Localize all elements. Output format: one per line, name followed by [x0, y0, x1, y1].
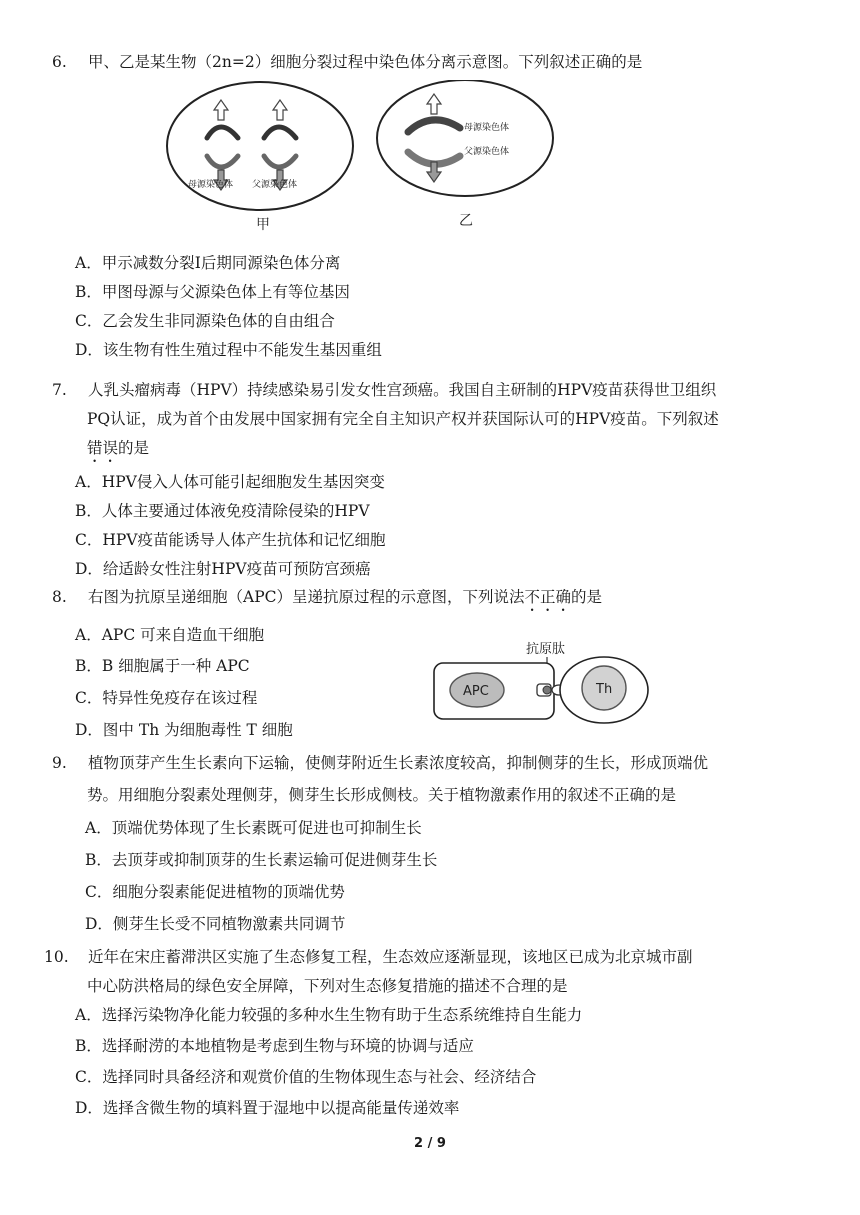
label-paternal-yi: 父源染色体 — [464, 147, 510, 157]
q6-option-c[interactable]: C．乙会发生非同源染色体的自由组合 — [75, 312, 335, 330]
label-yi: 乙 — [459, 213, 473, 229]
label-jia: 甲 — [256, 217, 270, 233]
q6-figure — [160, 80, 560, 235]
cell-yi — [377, 80, 553, 196]
q9-option-d[interactable]: D．侧芽生长受不同植物激素共同调节 — [85, 915, 346, 933]
q7-option-a[interactable]: A．HPV侵入人体可能引起细胞发生基因突变 — [75, 473, 385, 491]
page-number: 2 / 9 — [414, 1136, 446, 1151]
label-paternal-jia: 父源染色体 — [252, 180, 298, 190]
q7-option-c[interactable]: C．HPV疫苗能诱导人体产生抗体和记忆细胞 — [75, 531, 386, 549]
q7-option-d[interactable]: D．给适龄女性注射HPV疫苗可预防宫颈癌 — [75, 560, 371, 578]
apc-label: APC — [463, 684, 489, 699]
q8-option-b[interactable]: B．B 细胞属于一种 APC — [75, 657, 250, 675]
q6-option-a[interactable]: A．甲示减数分裂Ⅰ后期同源染色体分离 — [75, 254, 341, 272]
q9-option-a[interactable]: A．顶端优势体现了生长素既可促进也可抑制生长 — [85, 819, 422, 837]
q9-stem-line-1: 9. 植物顶芽产生生长素向下运输，使侧芽附近生长素浓度较高，抑制侧芽的生长，形成顶端优 — [52, 754, 709, 772]
q10-option-a[interactable]: A．选择污染物净化能力较强的多种水生生物有助于生态系统维持自生能力 — [75, 1006, 583, 1024]
th-label: Th — [596, 682, 613, 697]
q8-emphasis: 不正确 — [524, 588, 572, 606]
q10-option-c[interactable]: C．选择同时具备经济和观赏价值的生物体现生态与社会、经济结合 — [75, 1068, 537, 1086]
q7-number: 7. — [52, 381, 67, 399]
q10-option-b[interactable]: B．选择耐涝的本地植物是考虑到生物与环境的协调与适应 — [75, 1037, 474, 1055]
q8-option-d[interactable]: D．图中 Th 为细胞毒性 T 细胞 — [75, 721, 293, 739]
q6-option-d[interactable]: D．该生物有性生殖过程中不能发生基因重组 — [75, 341, 382, 359]
q9-stem-line-2: 势。用细胞分裂素处理侧芽，侧芽生长形成侧枝。关于植物激素作用的叙述不正确的是 — [87, 786, 677, 804]
antigen-peptide — [543, 686, 551, 694]
q6-number: 6. — [52, 53, 67, 71]
q10-number: 10. — [44, 948, 69, 966]
q10-option-d[interactable]: D．选择含微生物的填料置于湿地中以提高能量传递效率 — [75, 1099, 460, 1117]
antigen-peptide-label: 抗原肽 — [526, 642, 566, 657]
cell-jia — [167, 82, 353, 210]
q7-option-b[interactable]: B．人体主要通过体液免疫清除侵染的HPV — [75, 502, 370, 520]
q8-number: 8. — [52, 588, 67, 606]
q10-stem-line-2: 中心防洪格局的绿色安全屏障，下列对生态修复措施的描述不合理的是 — [87, 977, 568, 995]
q9-option-b[interactable]: B．去顶芽或抑制顶芽的生长素运输可促进侧芽生长 — [85, 851, 438, 869]
q7-emphasis: 错误 — [87, 439, 119, 457]
q8-figure — [430, 638, 670, 724]
q9-number: 9. — [52, 754, 67, 772]
q7-stem-line-3: 错误的是 — [87, 439, 150, 457]
q6-stem — [52, 50, 642, 72]
q10-stem-line-1: 10. 近年在宋庄蓄滞洪区实施了生态修复工程，生态效应逐渐显现，该地区已成为北京城市副 — [44, 948, 693, 966]
q7-stem-line-1: 7. 人乳头瘤病毒（HPV）持续感染易引发女性宫颈癌。我国自主研制的HPV疫苗获得世卫组织 — [52, 381, 717, 399]
label-maternal-jia: 母源染色体 — [188, 180, 234, 190]
q9-option-c[interactable]: C．细胞分裂素能促进植物的顶端优势 — [85, 883, 345, 901]
q8-stem: 8. 右图为抗原呈递细胞（APC）呈递抗原过程的示意图，下列说法不正确的是 — [52, 588, 603, 606]
q6-option-b[interactable]: B．甲图母源与父源染色体上有等位基因 — [75, 283, 350, 301]
q7-stem-line-2: PQ认证，成为首个由发展中国家拥有完全自主知识产权并获国际认可的HPV疫苗。下列叙述 — [87, 410, 719, 428]
q6-stem-text: 甲、乙是某生物（2n=2）细胞分裂过程中染色体分离示意图。下列叙述正确的是 — [88, 53, 643, 71]
q8-option-c[interactable]: C．特异性免疫存在该过程 — [75, 689, 258, 707]
label-maternal-yi: 母源染色体 — [464, 123, 510, 133]
q8-option-a[interactable]: A．APC 可来自造血干细胞 — [75, 626, 265, 644]
